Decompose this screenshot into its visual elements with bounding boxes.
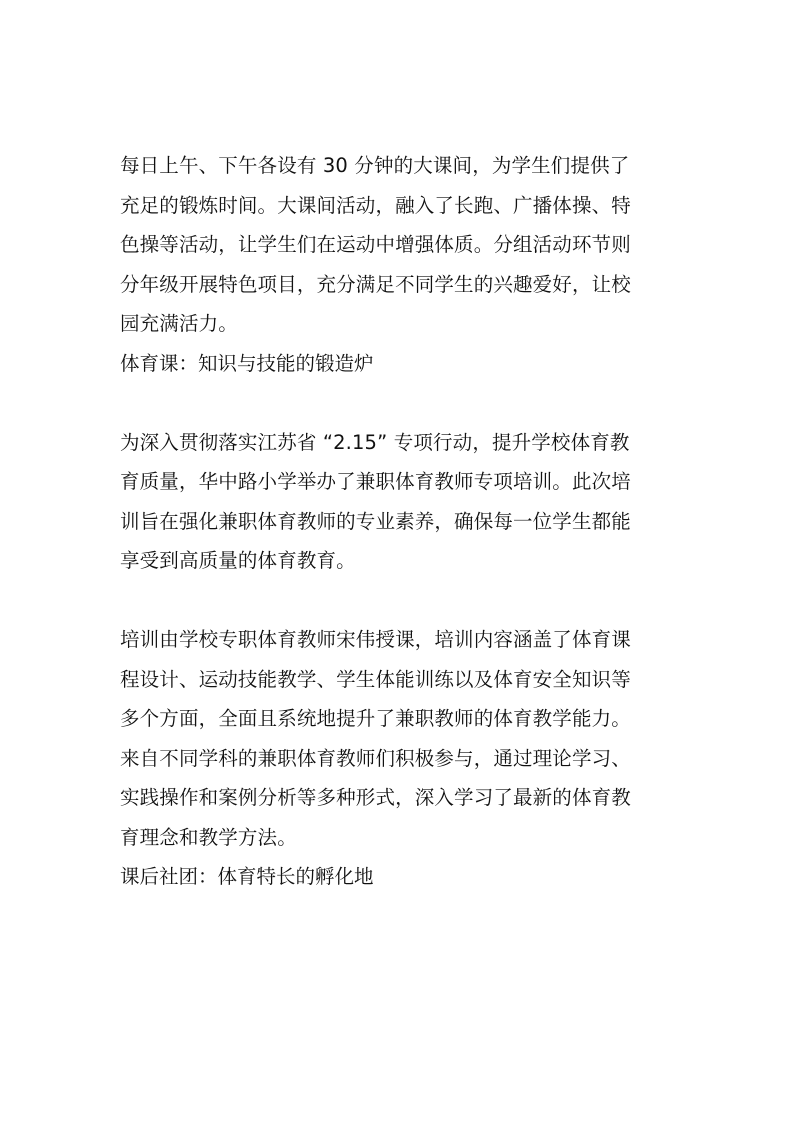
- text-line: 分年级开展特色项目，充分满足不同学生的兴趣爱好，让校: [120, 272, 631, 296]
- text-line: 充足的锻炼时间。大课间活动，融入了长跑、广播体操、特: [120, 193, 631, 217]
- text-line: 享受到高质量的体育教育。: [120, 549, 356, 572]
- text-line: 育质量，华中路小学举办了兼职体育教师专项培训。此次培: [120, 470, 631, 493]
- paragraph-training-intro: [120, 423, 680, 581]
- section-heading-clubs: 课后社团：体育特长的孵化地: [120, 865, 374, 888]
- text-line: 来自不同学科的兼职体育教师们积极参与，通过理论学习、: [120, 746, 631, 770]
- text-line: 园充满活力。: [120, 312, 238, 335]
- text-line: 实践操作和案例分析等多种形式，深入学习了最新的体育教: [120, 786, 631, 809]
- text-line: 育理念和教学方法。: [120, 825, 297, 849]
- text-line: 培训由学校专职体育教师宋伟授课，培训内容涵盖了体育课: [120, 628, 631, 651]
- text-line: 多个方面，全面且系统地提升了兼职教师的体育教学能力。: [120, 707, 631, 730]
- document-body: [120, 146, 680, 897]
- paragraph-training-details: [120, 620, 680, 857]
- paragraph-recess: [120, 146, 680, 344]
- text-line: 色操等活动，让学生们在运动中增强体质。分组活动环节则: [120, 233, 631, 256]
- section-heading-pe-class: 体育课：知识与技能的锻造炉: [120, 351, 374, 375]
- text-line: 每日上午、下午各设有 30 分钟的大课间，为学生们提供了: [120, 154, 630, 177]
- text-line: 为深入贯彻落实江苏省 “2.15” 专项行动，提升学校体育教: [120, 430, 630, 454]
- text-line: 训旨在强化兼职体育教师的专业素养，确保每一位学生都能: [120, 509, 631, 533]
- text-line: 程设计、运动技能教学、学生体能训练以及体育安全知识等: [120, 667, 631, 691]
